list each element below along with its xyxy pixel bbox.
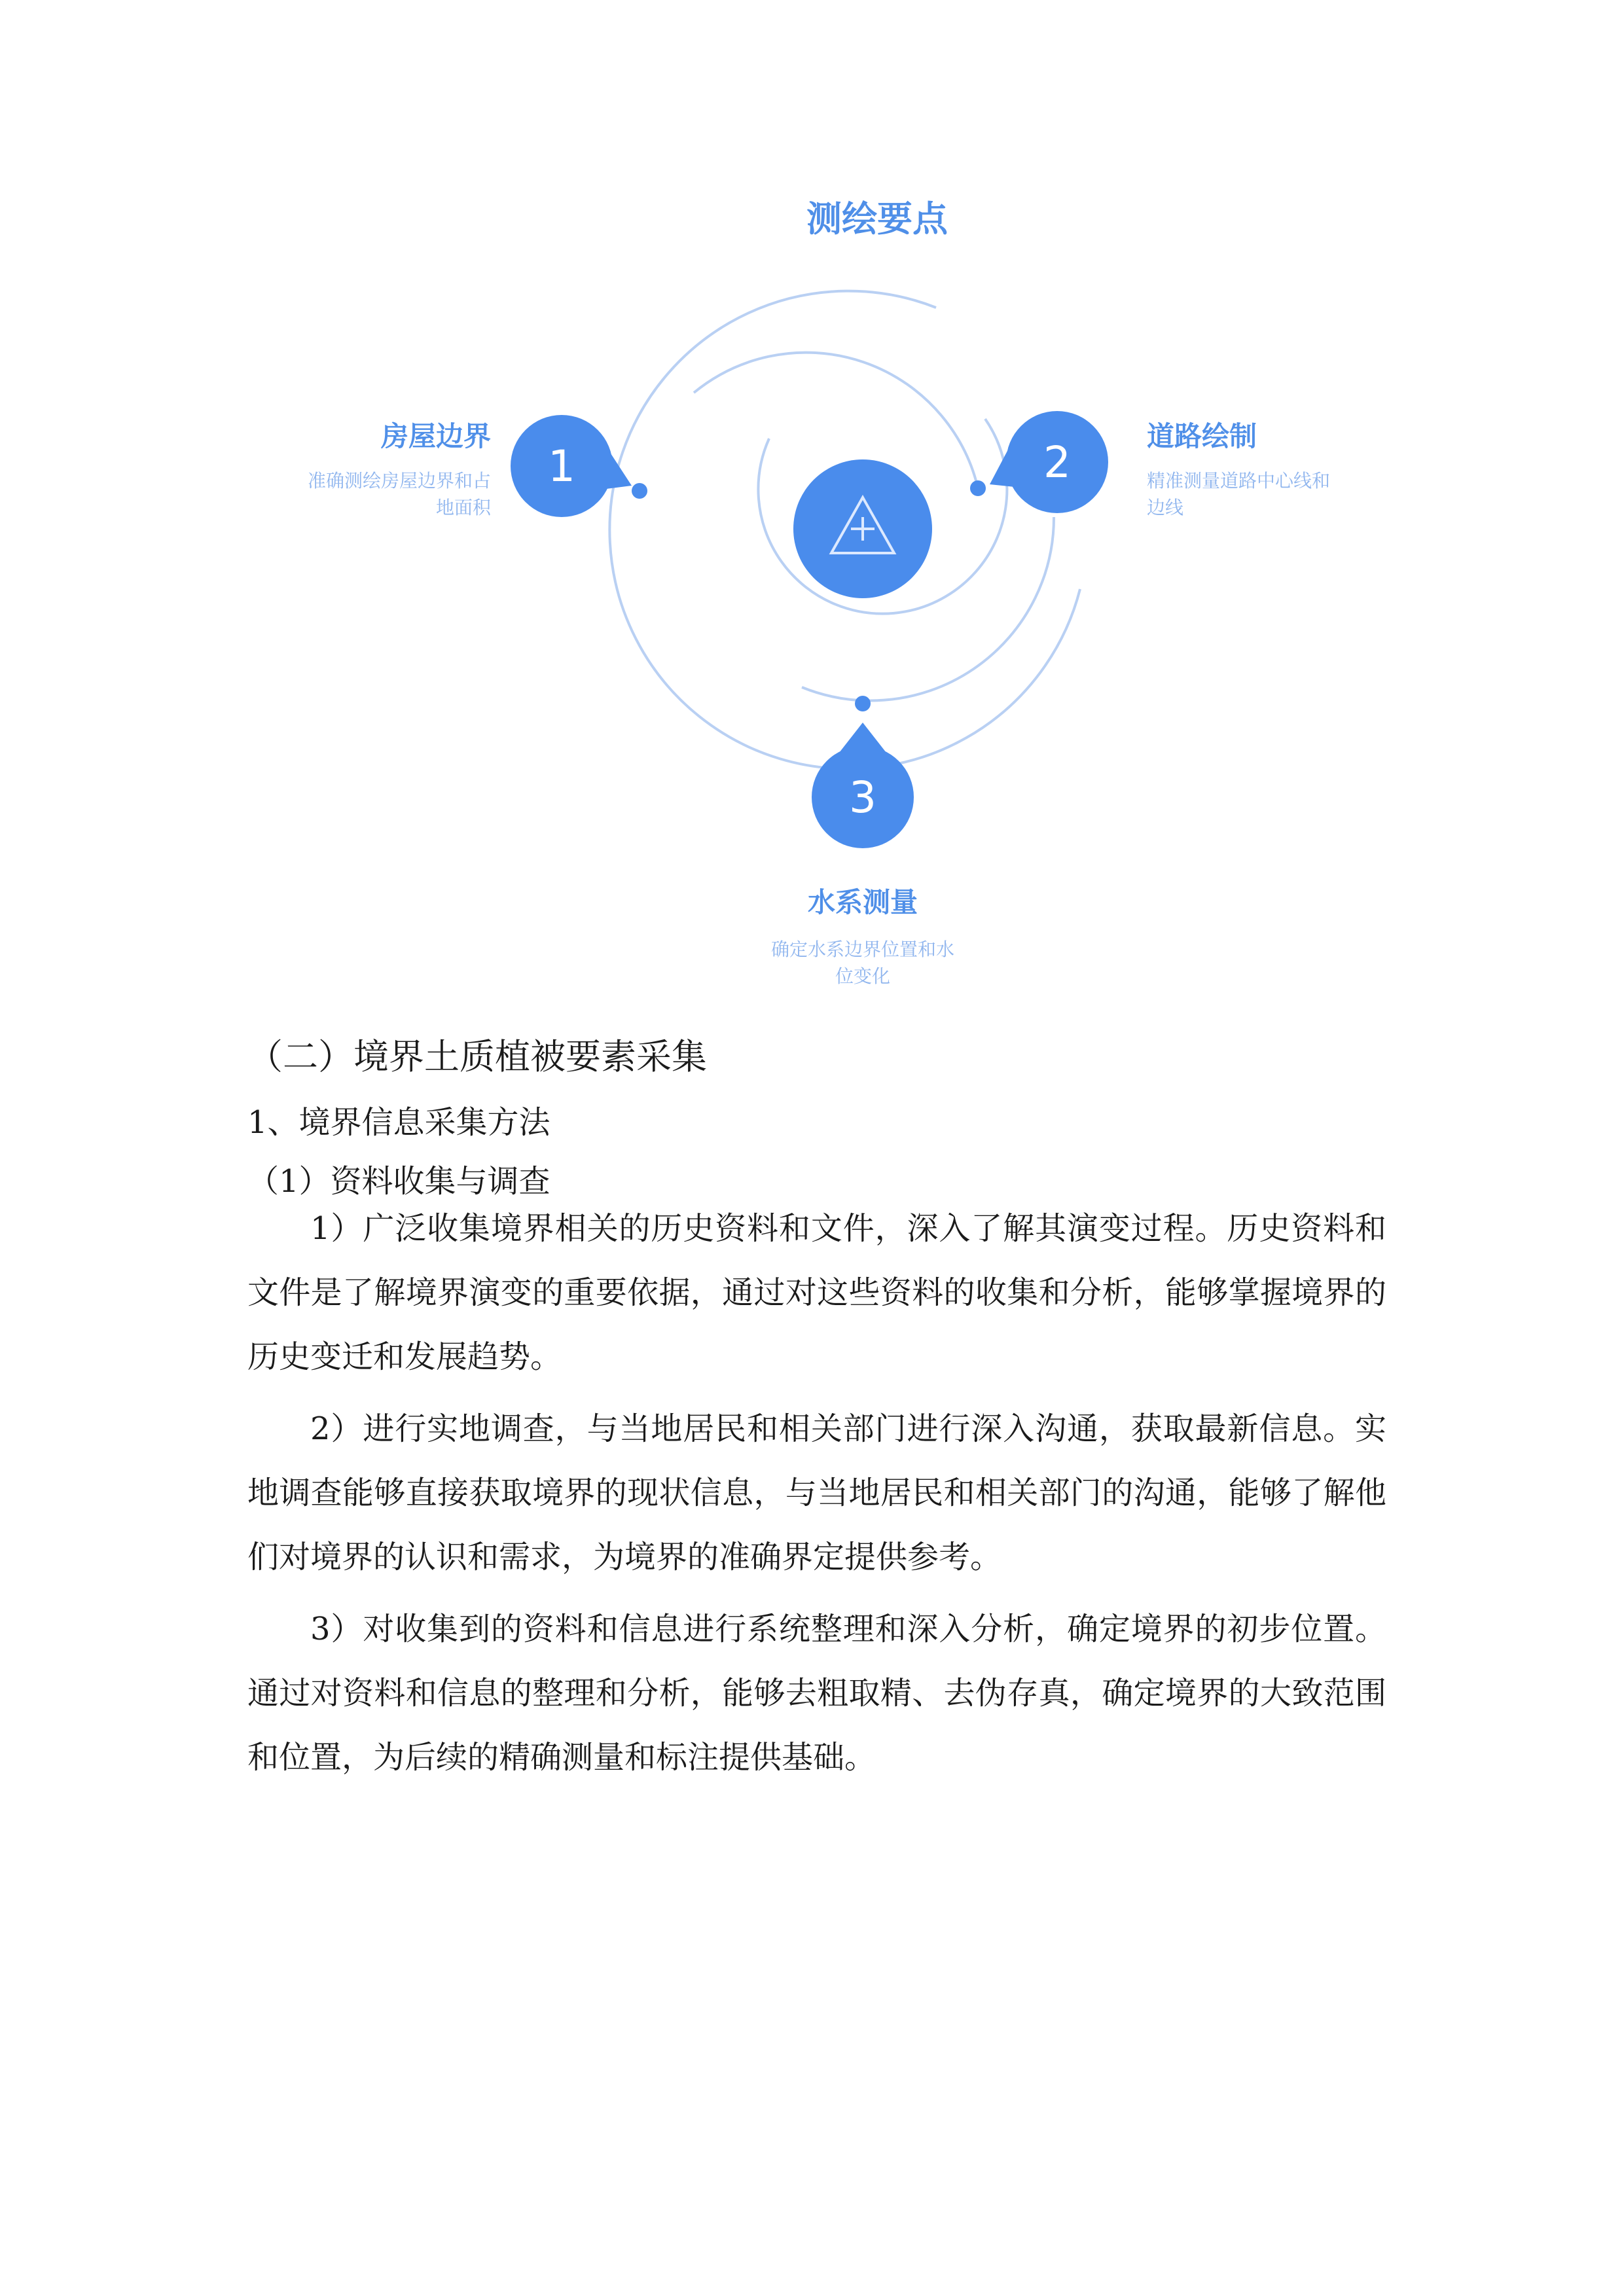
node-number-1: 1 xyxy=(548,441,575,492)
node-desc-2-line2: 边线 xyxy=(1147,497,1184,518)
node-desc-1-line1: 准确测绘房屋边界和占 xyxy=(307,470,491,492)
connector-dot-2 xyxy=(970,480,986,496)
connector-dot-1 xyxy=(632,483,647,499)
node-title-2: 道路绘制 xyxy=(1147,420,1257,452)
node-title-1: 房屋边界 xyxy=(380,420,491,452)
node-number-2: 2 xyxy=(1043,437,1071,488)
node-desc-2-line1: 精准测量道路中心线和 xyxy=(1147,470,1331,492)
subheading: 1、境界信息采集方法 xyxy=(247,1104,550,1141)
node-desc-2 xyxy=(1147,467,1409,521)
diagram-title: 测绘要点 xyxy=(806,198,948,240)
connector-dot-3 xyxy=(855,696,871,711)
section-heading: （二）境界土质植被要素采集 xyxy=(247,1036,707,1077)
node-number-3: 3 xyxy=(849,772,876,823)
paragraph-3: 3）对收集到的资料和信息进行系统整理和深入分析，确定境界的初步位置。通过对资料和信息的整理和分析，能够去粗取精、去伪存真，确定境界的大致范围和位置，为后续的精确测量和标注提供基础。 xyxy=(247,1611,1386,1776)
subsubheading: （1）资料收集与调查 xyxy=(247,1163,550,1200)
node-desc-3 xyxy=(732,936,994,990)
paragraph-2: 2）进行实地调查，与当地居民和相关部门进行深入沟通，获取最新信息。实地调查能够直接获取境界的现状信息，与当地居民和相关部门的沟通，能够了解他们对境界的认识和需求，为境界的准确界定提供参考。 xyxy=(247,1410,1386,1575)
node-title-3: 水系测量 xyxy=(807,886,918,918)
node-desc-1-line2: 地面积 xyxy=(435,497,491,518)
node-desc-3-line1: 确定水系边界位置和水 xyxy=(770,939,954,960)
survey-points-diagram xyxy=(0,0,1624,1021)
node-desc-1 xyxy=(236,467,491,521)
node-desc-3-line2: 位变化 xyxy=(835,965,890,987)
paragraph-1: 1）广泛收集境界相关的历史资料和文件，深入了解其演变过程。历史资料和文件是了解境界演变的重要依据，通过对这些资料的收集和分析，能够掌握境界的历史变迁和发展趋势。 xyxy=(247,1210,1386,1375)
